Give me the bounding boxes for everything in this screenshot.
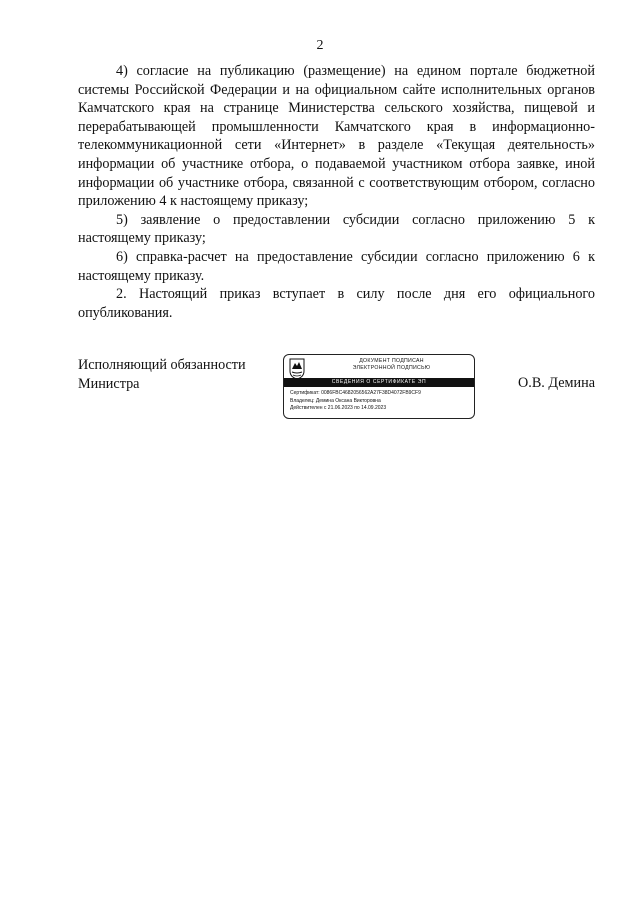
- stamp-certificate: Сертификат: 0086FBC4682056562A27F38D4072FB9CF9: [290, 390, 421, 396]
- stamp-owner: Владелец: Демина Оксана Викторовна: [290, 397, 381, 404]
- stamp-title: [314, 358, 469, 372]
- paragraph-item-6: 6) справка-расчет на предоставление субсидии согласно приложению 6 к настоящему приказу.: [78, 248, 595, 284]
- paragraph-item-5: 5) заявление о предоставлении субсидии согласно приложению 5 к настоящему приказу;: [78, 211, 595, 247]
- electronic-signature-stamp: [283, 354, 475, 419]
- signatory-name: О.В. Демина: [518, 375, 595, 391]
- stamp-title-line2: ЭЛЕКТРОННОЙ ПОДПИСЬЮ: [352, 365, 431, 371]
- stamp-validity: Действителен с 21.06.2023 по 14.09.2023: [290, 405, 387, 412]
- signatory-position: [78, 356, 246, 393]
- kamchatka-emblem-icon: [289, 358, 305, 380]
- paragraph-item-4: 4) согласие на публикацию (размещение) на едином портале бюджетной системы Российской Федерации и на официальном сайте исполнительных органов Камчатского края на странице Министерства сельского хозяйства, пищевой и перерабатывающей промышленности Камчатского края в информационно-телекоммуникационной сети «Интернет» в разделе «Текущая деятельность» информации об участнике отбора, о подаваемой участником отбора заявке, иной информации об участнике отбора, связанной с соответствующим отбором, согласно приложению 4 к настоящему приказу;: [78, 63, 595, 210]
- stamp-details: [290, 390, 468, 413]
- page-number: 2: [316, 38, 324, 53]
- signatory-position-line2: Министра: [78, 375, 140, 392]
- paragraph-point-2: 2. Настоящий приказ вступает в силу после дня его официального опубликования.: [78, 286, 595, 321]
- document-body: [78, 62, 595, 322]
- signatory-position-line1: Исполняющий обязанности: [78, 357, 246, 373]
- stamp-title-line1: ДОКУМЕНТ ПОДПИСАН: [359, 358, 424, 364]
- stamp-certificate-header: СВЕДЕНИЯ О СЕРТИФИКАТЕ ЭП: [284, 378, 474, 387]
